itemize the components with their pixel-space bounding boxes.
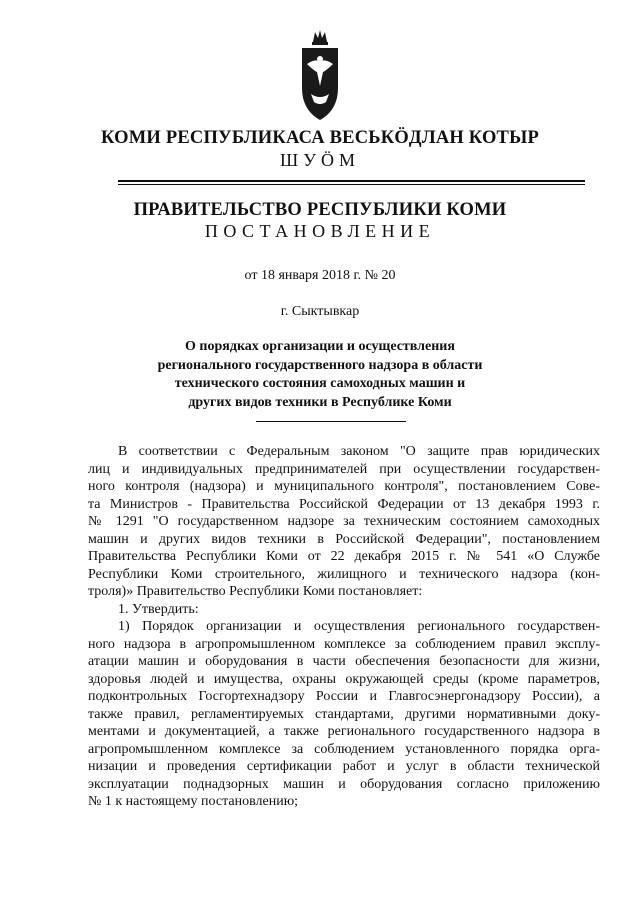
body-line: агропромышленном комплексе за соблюдением установленного порядка орга- (88, 741, 600, 757)
body-line: Правительства Республики Коми от 22 декабря 2015 г. № 541 «О Службе (88, 549, 600, 564)
body-line: та Министров - Правительства Российской Федерации от 13 декабря 1993 г. (88, 496, 600, 512)
body-line: также правил, регламентируемых стандартами, другими нормативными доку- (88, 706, 600, 722)
body-line: машин и других видов техники в Российской Федерации", постановлением (88, 531, 600, 547)
body-line: 1. Утвердить: (118, 601, 199, 617)
heading-line: О порядках организации и осуществления (185, 339, 455, 354)
body-line: Республики Коми строительного, жилищного и технического надзора (кон- (88, 566, 600, 582)
document-city: г. Сыктывкар (280, 304, 360, 319)
body-line: низации и проведения сертификации работ и услуг в области технической (88, 759, 600, 774)
document-heading (0, 338, 640, 412)
komi-resolution-subtitle: ШУӦМ (280, 150, 360, 170)
body-line: лиц и индивидуальных предпринимателей при осуществлении государствен- (88, 461, 600, 477)
body-line: ного надзора в агропромышленном комплексе за соблюдением правил эксплу- (88, 636, 600, 652)
document-date: от 18 января 2018 г. № 20 (244, 268, 396, 283)
header-divider (118, 180, 585, 182)
body-line: 1) Порядок организации и осуществления регионального государствен- (118, 619, 600, 634)
header-divider-thin (118, 184, 585, 185)
body-line: атации машин и оборудования в части обеспечения безопасности для жизни, (88, 654, 600, 669)
body-line: № 1291 "О государственном надзоре за техническим состоянием самоходных (88, 514, 600, 529)
heading-line: других видов техники в Республике Коми (188, 394, 452, 410)
body-line: здоровья людей и имущества, охраны окружающей среды (кроме параметров, (88, 671, 600, 687)
body-line: ментами и документацией, а также регионального государственного надзора в (88, 724, 600, 739)
body-line: ного контроля (надзора) и муниципального контроля", постановлением Сове- (88, 479, 600, 494)
body-line: В соответствии с Федеральным законом "О защите прав юридических (118, 444, 600, 459)
government-title: ПРАВИТЕЛЬСТВО РЕСПУБЛИКИ КОМИ (133, 200, 507, 220)
heading-line: регионального государственного надзора в области (157, 357, 483, 373)
document-body (88, 443, 600, 811)
resolution-subtitle: ПОСТАНОВЛЕНИЕ (204, 221, 436, 241)
heading-line: технического состояния самоходных машин и (174, 376, 466, 391)
body-line: № 1 к настоящему постановлению; (88, 794, 299, 809)
heading-divider (256, 421, 406, 422)
body-line: подконтрольных Госгортехнадзору России и Главгосэнергонадзору России), а (88, 689, 600, 704)
komi-government-title: КОМИ РЕСПУБЛИКАСА ВЕСЬКӦДЛАН КОТЫР (101, 128, 539, 148)
body-line: эксплуатации поднадзорных машин и оборудования согласно приложению (88, 776, 600, 792)
komi-coat-of-arms-icon (299, 28, 341, 124)
body-line: троля)» Правительство Республики Коми постановляет: (88, 584, 423, 599)
